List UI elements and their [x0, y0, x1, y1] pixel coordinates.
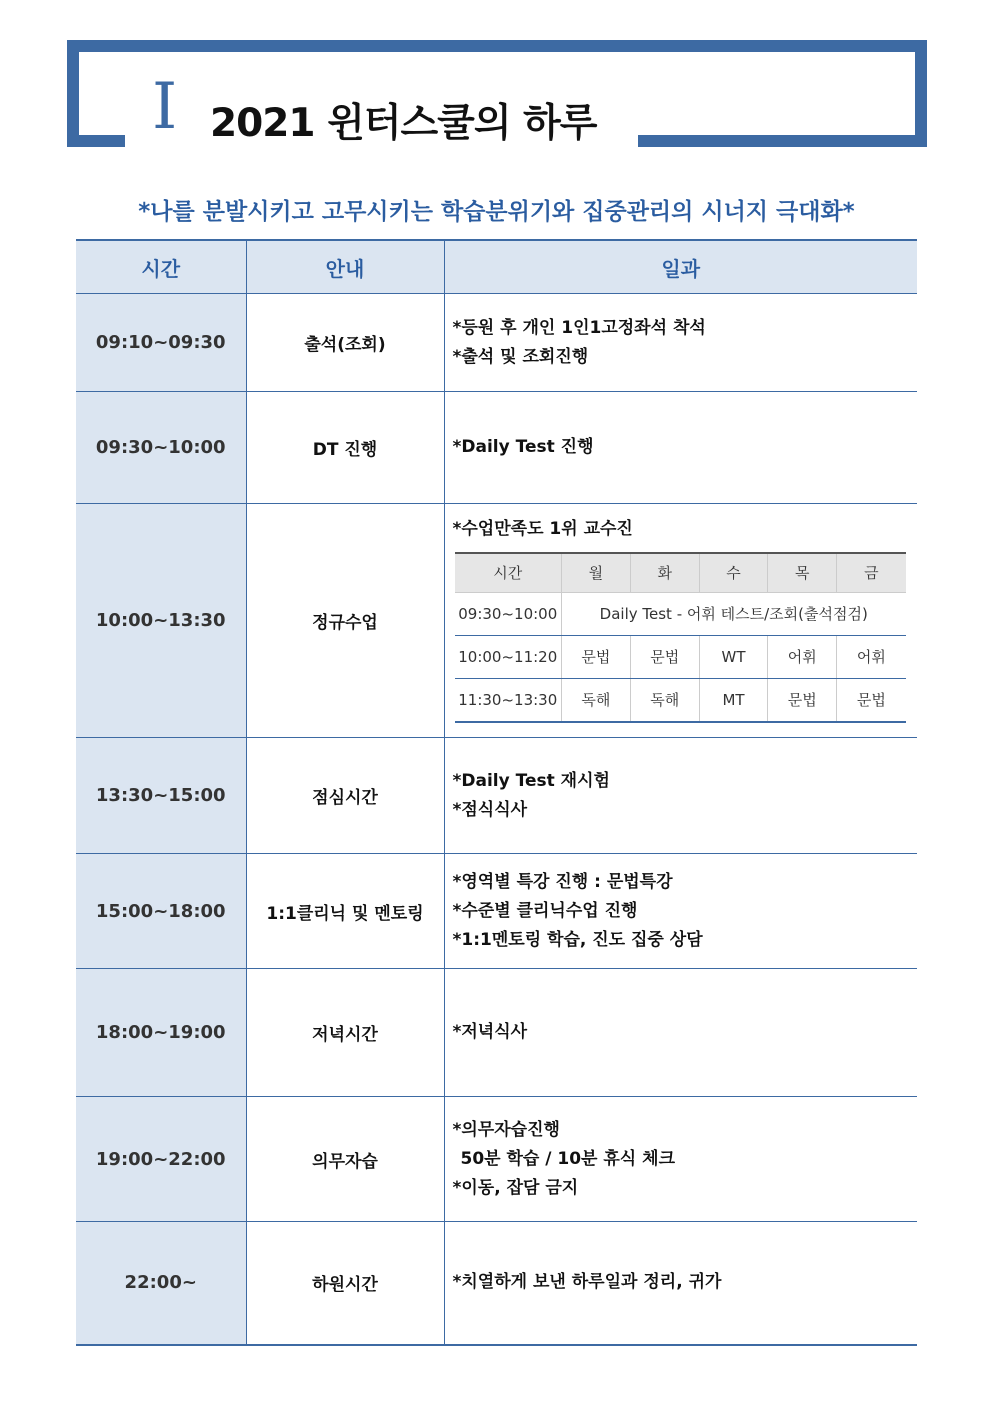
- guide-cell: 출석(조회): [246, 294, 444, 392]
- guide-cell: 정규수업: [246, 504, 444, 738]
- task-line: *의무자습진행: [452, 1119, 560, 1140]
- schedule-header-row: [76, 240, 917, 294]
- task-line: *등원 후 개인 1인1고정좌석 착석: [452, 317, 706, 338]
- time-cell: 22:00~: [76, 1222, 246, 1345]
- task-line: *영역별 특강 진행 : 문법특강: [452, 871, 673, 892]
- task-cell: [444, 1097, 917, 1222]
- header-frame-bottom-left: [67, 135, 125, 147]
- time-cell: 13:30~15:00: [76, 738, 246, 854]
- class-row: [455, 592, 906, 635]
- header-frame-right: [915, 40, 927, 147]
- task-line: *치열하게 보낸 하루일과 정리, 귀가: [452, 1272, 722, 1293]
- class-cell: MT: [699, 678, 768, 722]
- class-cell: 독해: [630, 678, 699, 722]
- time-cell: 09:30~10:00: [76, 392, 246, 504]
- task-line: *점식식사: [452, 799, 528, 820]
- header-frame-bottom-right: [638, 135, 927, 147]
- task-line: *1:1멘토링 학습, 진도 집중 상담: [452, 929, 703, 950]
- class-time-cell: 10:00~11:20: [455, 635, 562, 678]
- class-time-cell: 09:30~10:00: [455, 592, 562, 635]
- guide-cell: DT 진행: [246, 392, 444, 504]
- column-header-guide: 안내: [246, 240, 444, 294]
- class-row: [455, 635, 906, 678]
- guide-cell: 하원시간: [246, 1222, 444, 1345]
- class-cell: 어휘: [837, 635, 906, 678]
- header-frame-top: [67, 40, 927, 52]
- schedule-table: [76, 239, 917, 1346]
- task-line: *이동, 잡담 금지: [452, 1177, 579, 1198]
- column-header-tasks: 일과: [444, 240, 917, 294]
- table-row: [76, 294, 917, 392]
- guide-cell: 저녁시간: [246, 969, 444, 1097]
- class-header-mon: 월: [562, 553, 631, 593]
- class-header-fri: 금: [837, 553, 906, 593]
- task-line: *출석 및 조회진행: [452, 346, 589, 367]
- section-numeral: I: [152, 70, 178, 144]
- class-header-tue: 화: [630, 553, 699, 593]
- class-time-cell: 11:30~13:30: [455, 678, 562, 722]
- class-cell: 문법: [768, 678, 837, 722]
- table-row: [76, 1097, 917, 1222]
- guide-cell: 의무자습: [246, 1097, 444, 1222]
- task-line: *Daily Test 재시험: [452, 770, 610, 791]
- task-cell: [444, 854, 917, 969]
- class-header-thu: 목: [768, 553, 837, 593]
- table-row: [76, 738, 917, 854]
- class-timetable: [455, 552, 906, 723]
- class-row: [455, 678, 906, 722]
- class-timetable-header: [455, 553, 906, 593]
- table-row: [76, 854, 917, 969]
- task-cell: [444, 969, 917, 1097]
- time-cell: 18:00~19:00: [76, 969, 246, 1097]
- task-cell: [444, 294, 917, 392]
- task-cell: [444, 504, 917, 738]
- time-cell: 15:00~18:00: [76, 854, 246, 969]
- table-row: [76, 1222, 917, 1345]
- table-row: [76, 504, 917, 738]
- class-cell: 문법: [562, 635, 631, 678]
- header-frame-left: [67, 40, 79, 147]
- task-line: *수업만족도 1위 교수진: [452, 518, 633, 539]
- class-cell: 독해: [562, 678, 631, 722]
- table-row: [76, 392, 917, 504]
- class-cell: 어휘: [768, 635, 837, 678]
- time-cell: 10:00~13:30: [76, 504, 246, 738]
- table-row: [76, 969, 917, 1097]
- column-header-time: 시간: [76, 240, 246, 294]
- class-cell: WT: [699, 635, 768, 678]
- guide-cell: 1:1클리닉 및 멘토링: [246, 854, 444, 969]
- task-cell: [444, 738, 917, 854]
- page-subtitle: *나를 분발시키고 고무시키는 학습분위기와 집중관리의 시너지 극대화*: [138, 199, 855, 225]
- task-cell: [444, 1222, 917, 1345]
- task-cell: [444, 392, 917, 504]
- task-line: *저녁식사: [452, 1022, 528, 1042]
- page-title: 2021 윈터스쿨의 하루: [210, 101, 597, 146]
- class-cell: 문법: [630, 635, 699, 678]
- task-line: *수준별 클리닉수업 진행: [452, 900, 638, 921]
- task-line: *Daily Test 진행: [452, 437, 594, 457]
- class-header-wed: 수: [699, 553, 768, 593]
- time-cell: 19:00~22:00: [76, 1097, 246, 1222]
- guide-cell: 점심시간: [246, 738, 444, 854]
- class-merged-cell: Daily Test - 어휘 테스트/조회(출석점검): [562, 592, 906, 635]
- class-cell: 문법: [837, 678, 906, 722]
- time-cell: 09:10~09:30: [76, 294, 246, 392]
- class-header-time: 시간: [455, 553, 562, 593]
- task-line: 50분 학습 / 10분 휴식 체크: [460, 1148, 675, 1169]
